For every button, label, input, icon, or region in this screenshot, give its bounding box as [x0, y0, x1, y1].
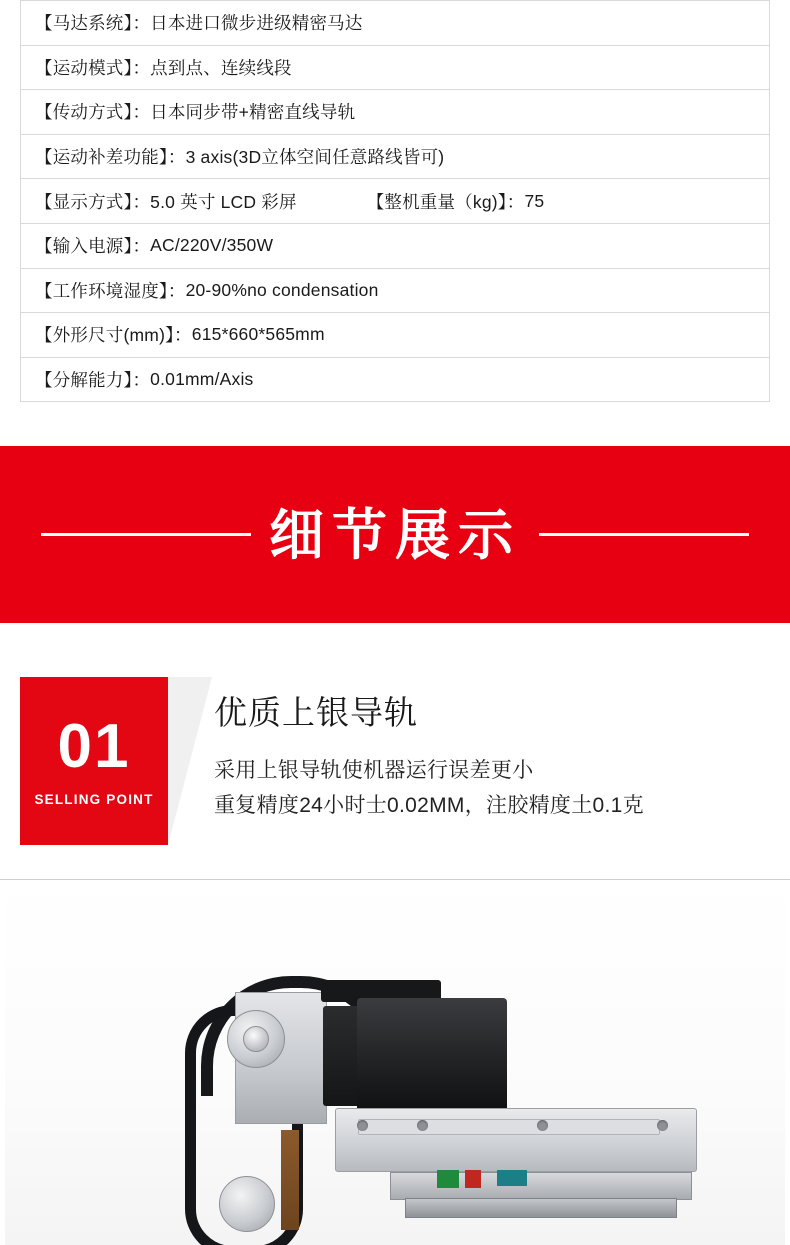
stepper-motor-graphic	[357, 998, 507, 1116]
spec-value: 日本同步带+精密直线导轨	[150, 102, 356, 123]
table-row	[21, 357, 770, 402]
spec-label: 【运动补差功能】：	[35, 147, 186, 168]
banner-rule-left	[41, 533, 251, 536]
selling-point-desc-line2: 重复精度24小时士0.02MM，注胶精度土0.1克	[214, 793, 644, 817]
linear-rail-plate-graphic	[335, 1108, 697, 1172]
spec-value: 20-90%no condensation	[185, 279, 379, 300]
selling-point-subtitle: SELLING POINT	[34, 791, 154, 807]
badge-tail-shape	[168, 677, 212, 845]
table-row	[21, 134, 770, 179]
table-row	[21, 268, 770, 313]
spec-label: 【显示方式】：	[35, 191, 151, 212]
spec-label: 【分解能力】：	[35, 370, 151, 391]
guide-rail-graphic	[390, 1172, 692, 1200]
product-photo-section	[0, 879, 790, 1245]
spec-table-section	[0, 0, 790, 402]
selling-point-desc-line1: 采用上银导轨使机器运行误差更小	[214, 759, 534, 783]
table-cell	[21, 45, 770, 90]
spec-label: 【输入电源】：	[35, 236, 151, 257]
pulley-graphic-lower	[219, 1176, 275, 1232]
spec-label: 【工作环境湿度】：	[35, 280, 186, 301]
table-row	[21, 179, 770, 224]
spec-label-secondary: 【整机重量（kg)】：	[366, 191, 525, 212]
table-row	[21, 90, 770, 135]
selling-point-badge	[20, 677, 168, 845]
selling-point-text	[190, 677, 644, 823]
spec-value: AC/220V/350W	[150, 235, 274, 256]
spec-value: 3 axis(3D立体空间任意路线皆可)	[185, 147, 445, 168]
table-cell	[21, 268, 770, 313]
table-cell	[21, 179, 770, 224]
slider-graphic	[405, 1198, 677, 1218]
banner-rule-right	[539, 533, 749, 536]
selling-point-heading: 优质上银导轨	[214, 694, 418, 732]
table-cell	[21, 1, 770, 46]
banner-title: 细节展示	[268, 502, 521, 568]
table-row	[21, 313, 770, 358]
spec-value: 5.0 英寸 LCD 彩屏	[150, 191, 297, 212]
spec-label: 【运动模式】：	[35, 57, 151, 78]
table-row	[21, 1, 770, 46]
teal-component-graphic	[497, 1170, 527, 1186]
spec-value: 0.01mm/Axis	[150, 369, 254, 390]
spec-label: 【传动方式】：	[35, 102, 151, 123]
table-cell	[21, 313, 770, 358]
selling-point-number: 01	[57, 711, 131, 781]
spec-value: 615*660*565mm	[191, 324, 325, 345]
table-row	[21, 223, 770, 268]
product-photo	[5, 880, 785, 1245]
flex-circuit-graphic-lower	[281, 1130, 299, 1230]
motor-end-cap-graphic	[323, 1006, 359, 1106]
table-cell	[21, 134, 770, 179]
section-banner	[0, 446, 790, 623]
table-row	[21, 45, 770, 90]
spec-label: 【外形尺寸(mm)】：	[35, 325, 192, 346]
specifications-table	[20, 0, 770, 402]
green-component-graphic	[437, 1170, 459, 1188]
table-cell	[21, 357, 770, 402]
selling-point-block	[0, 677, 790, 867]
red-component-graphic	[465, 1170, 481, 1188]
spec-label: 【马达系统】：	[35, 13, 151, 34]
table-cell	[21, 90, 770, 135]
spec-value-secondary: 75	[524, 190, 545, 211]
table-cell	[21, 223, 770, 268]
spec-value: 点到点、连续线段	[150, 57, 292, 78]
spec-value: 日本进口微步进级精密马达	[150, 13, 363, 34]
selling-point-badge-wrap	[20, 677, 190, 845]
